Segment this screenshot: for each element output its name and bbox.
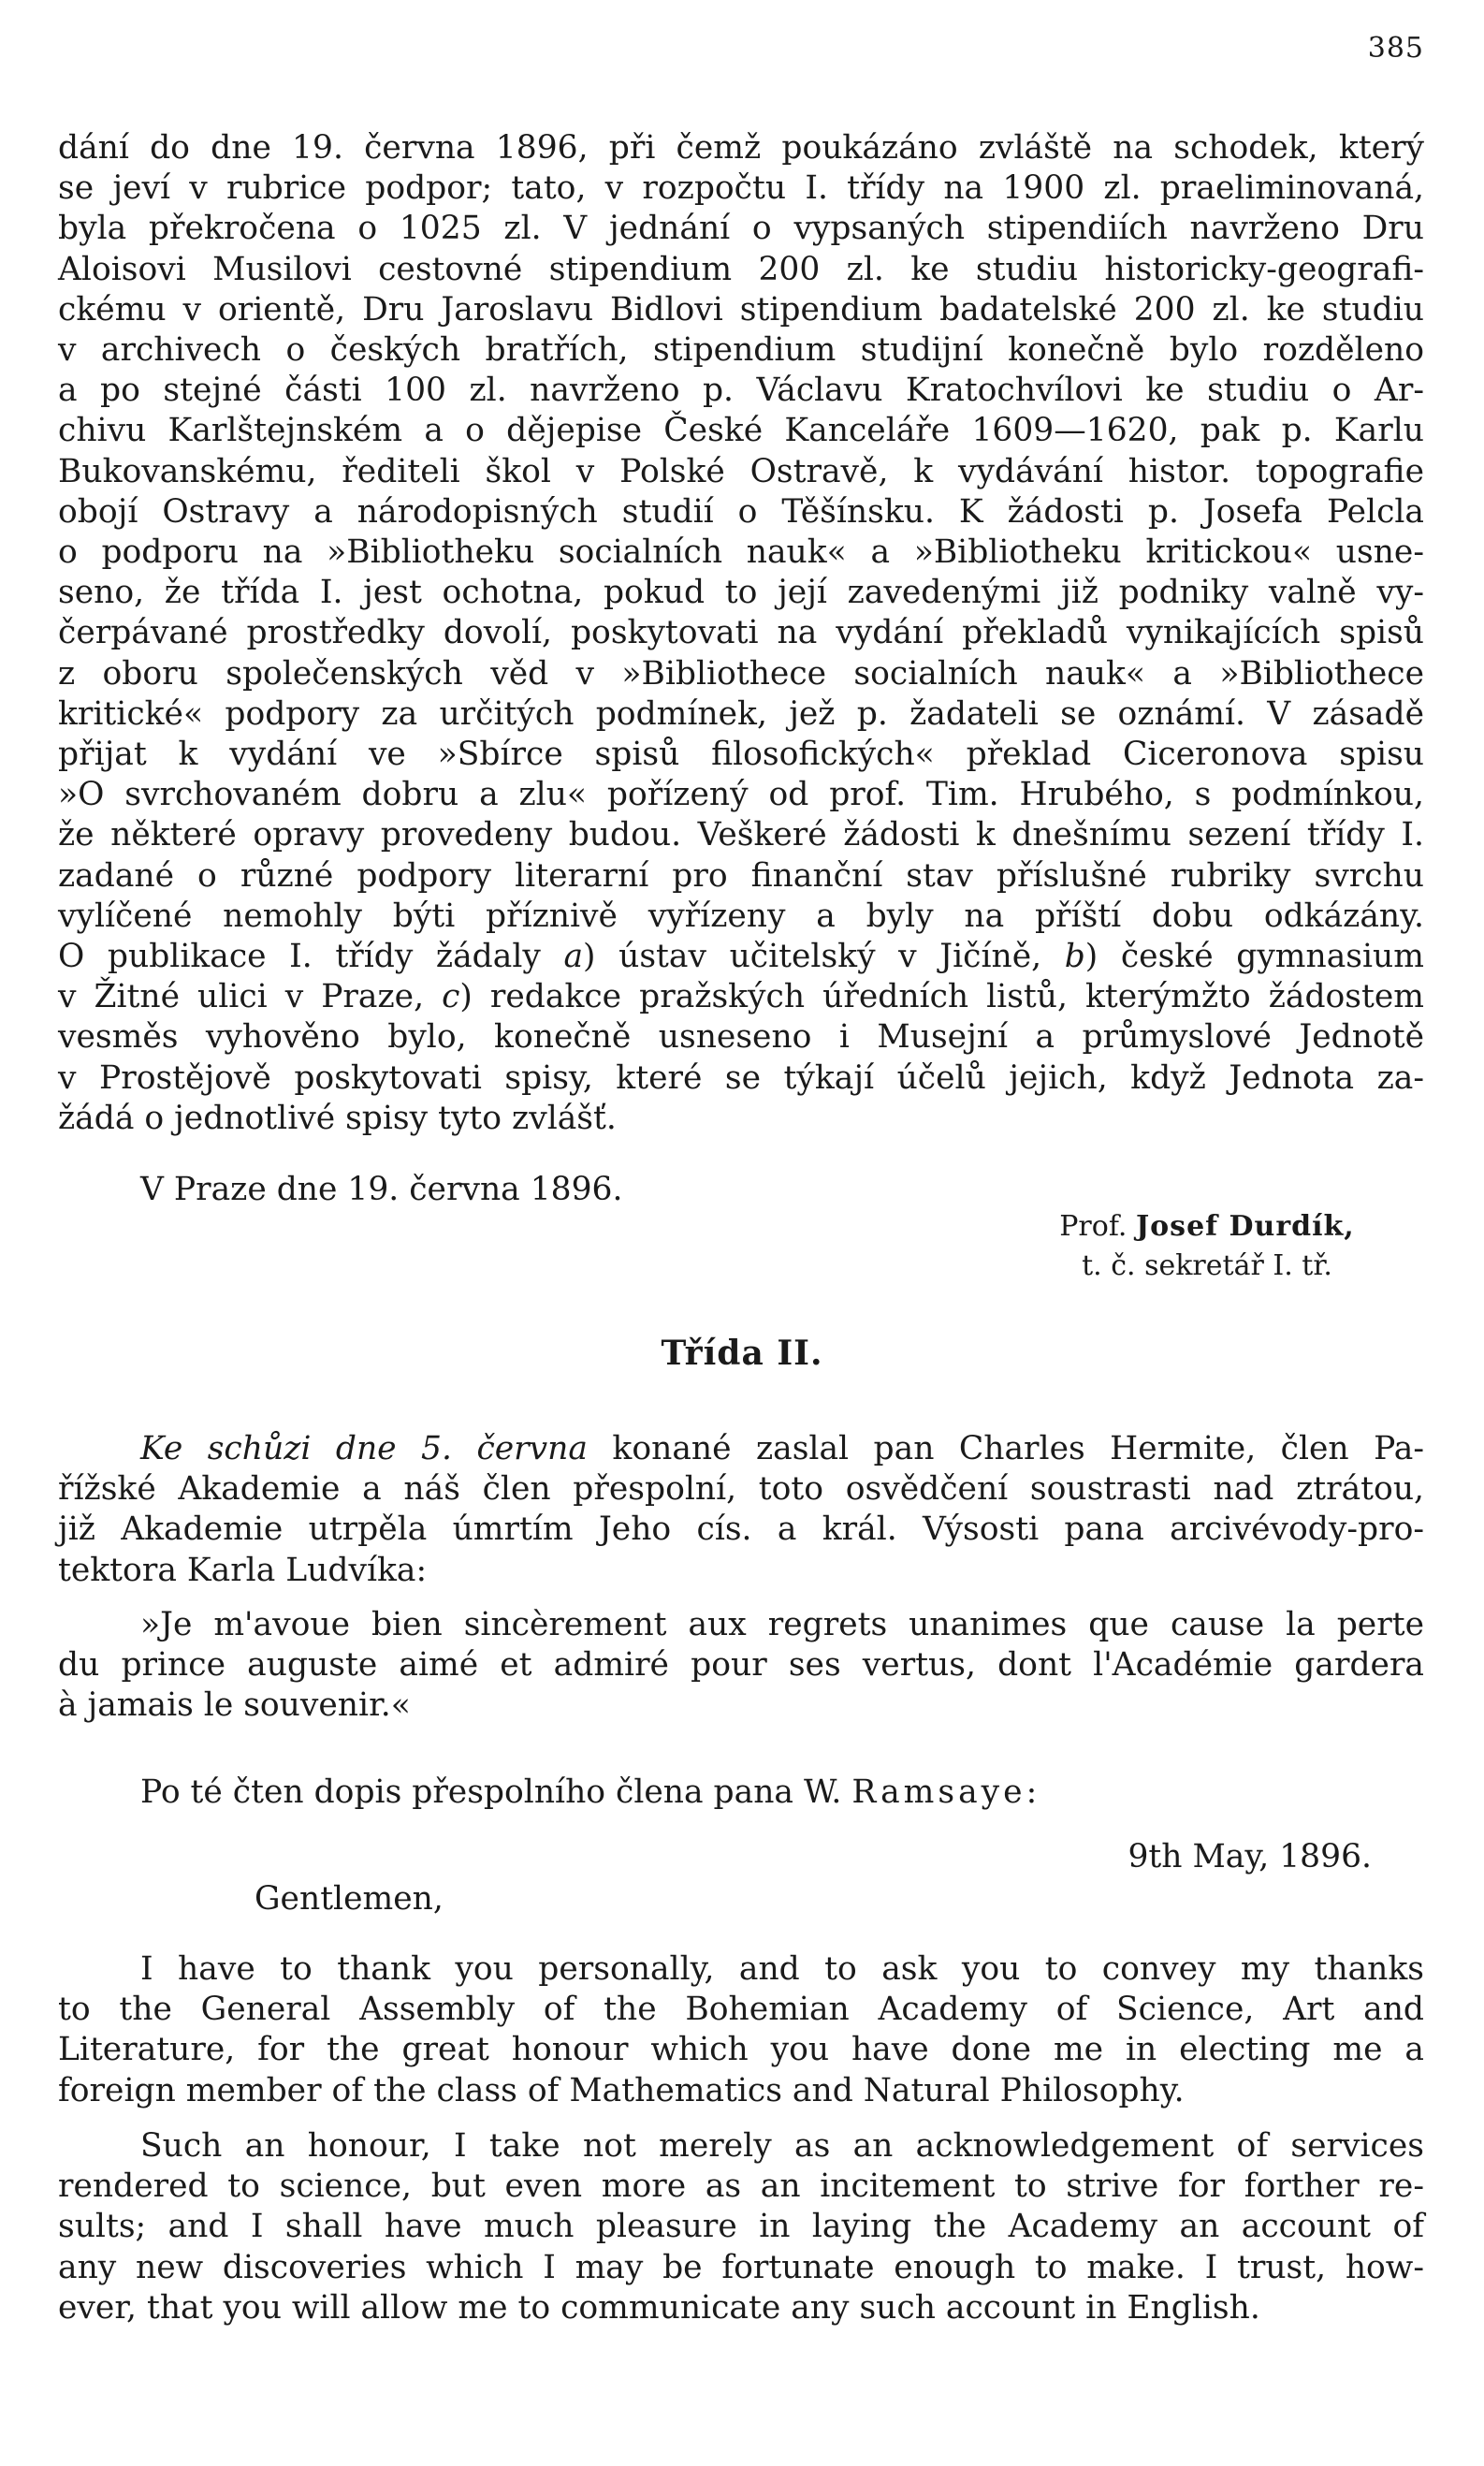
text-segment: ) české gymnasium (1084, 938, 1424, 976)
text-segment: ) ústav učitelský v Jičíně, (583, 938, 1065, 976)
text-line: Such an honour, I take not merely as an acknowledgement of services (140, 2127, 1424, 2165)
text-segment: O publikace I. třídy žádaly (58, 938, 564, 976)
text-segment: Po té čten dopis přespolního člena pana W. (140, 1773, 852, 1811)
text-line: čerpávané prostředky dovolí, poskytovati na vydání překladů vynikajících spisů (58, 614, 1424, 652)
text-line: à jamais le souvenir.« (58, 1686, 411, 1725)
text-line: »O svrchovaném dobru a zlu« pořízený od prof. Tim. Hrubého, s podmínkou, (58, 776, 1424, 814)
text-line: seno, že třída I. jest ochotna, pokud to její zavedenými již podniky valně vy- (58, 574, 1424, 612)
text-line: žádá o jednotlivé spisy tyto zvlášť. (58, 1099, 617, 1137)
text-line (58, 977, 1424, 1017)
text-line: Literature, for the great honour which you have done me in electing me a (58, 2031, 1424, 2069)
signature-name-line (1020, 1207, 1394, 1247)
text-line: Aloisovi Musilovi cestovné stipendium 200 zl. ke studiu historicky-geografi- (58, 250, 1424, 288)
page-number: 385 (1367, 32, 1424, 65)
signature (1020, 1207, 1394, 1286)
text-segment: : (1026, 1773, 1038, 1811)
text-line: již Akademie utrpěla úmrtím Jeho cís. a král. Výsosti pana arcivévody-pro- (58, 1510, 1424, 1549)
text-segment: konané zaslal pan Charles Hermite, člen Pa- (587, 1430, 1424, 1467)
section2-intro (58, 1429, 1424, 1591)
text-line: foreign member of the class of Mathematics and Natural Philosophy. (58, 2071, 1185, 2109)
list-marker: b (1064, 938, 1085, 976)
signature-title: t. č. sekretář I. tř. (1082, 1249, 1332, 1282)
text-line: a po stejné části 100 zl. navrženo p. Václavu Kratochvílovi ke studiu o Ar- (58, 372, 1424, 410)
place-date: V Praze dne 19. června 1896. (140, 1171, 623, 1208)
french-quote (58, 1605, 1424, 1727)
list-marker: c (442, 978, 460, 1016)
text-segment: v Žitné ulici v Praze, (58, 978, 443, 1016)
text-line (58, 937, 1424, 977)
text-line: to the General Assembly of the Bohemian Academy of Science, Art and (58, 1991, 1424, 2029)
letter-date: 9th May, 1896. (1128, 1838, 1372, 1875)
text-line: any new discoveries which I may be fortunate enough to make. I trust, how- (58, 2248, 1424, 2286)
text-line: ckému v orientě, Dru Jaroslavu Bidlovi stipendium badatelské 200 zl. ke studiu (58, 290, 1424, 328)
signature-prefix: Prof. (1059, 1210, 1128, 1243)
text-line: vylíčené nemohly býti příznivě vyřízeny a byly na příští dobu odkázány. (58, 897, 1424, 935)
text-line (58, 1429, 1424, 1469)
text-line: ever, that you will allow me to communicate any such account in English. (58, 2288, 1260, 2327)
ramsay-intro (58, 1773, 1424, 1813)
text-line: dání do dne 19. června 1896, při čemž poukázáno zvláště na schodek, který (58, 129, 1424, 167)
letter-paragraph-2 (58, 2126, 1424, 2328)
text-line: Bukovanskému, řediteli škol v Polské Ostravě, k vydávání histor. topografie (58, 452, 1424, 490)
text-line: řížské Akademie a náš člen přespolní, toto osvědčení soustrasti nad ztrátou, (58, 1470, 1424, 1509)
text-line: o podporu na »Bibliotheku socialních nauk« a »Bibliotheku kritickou« usne- (58, 533, 1424, 572)
text-line: tektora Karla Ludvíka: (58, 1551, 428, 1589)
intro-italic: Ke schůzi dne 5. června (140, 1430, 588, 1467)
list-marker: a (563, 938, 584, 976)
section-heading: Třída II. (661, 1334, 823, 1373)
text-line: v archivech o českých bratřích, stipendium studijní konečně bylo rozděleno (58, 331, 1424, 370)
text-line: zadané o různé podpory literarní pro finanční stav příslušné rubriky svrchu (58, 856, 1424, 895)
ramsay-name: Ramsaye (851, 1773, 1026, 1811)
signature-name: Josef Durdík, (1135, 1210, 1355, 1243)
text-line: obojí Ostravy a národopisných studií o Těšínsku. K žádosti p. Josefa Pelcla (58, 492, 1424, 531)
text-line: že některé opravy provedeny budou. Veškeré žádosti k dnešnímu sezení třídy I. (58, 816, 1424, 854)
text-line: sults; and I shall have much pleasure in laying the Academy an account of (58, 2208, 1424, 2246)
salutation: Gentlemen, (255, 1880, 444, 1918)
text-line: z oboru společenských věd v »Bibliothece socialních nauk« a »Bibliothece (58, 654, 1424, 693)
text-segment: ) redakce pražských úředních listů, kterýmžto žádostem (459, 978, 1424, 1016)
text-line: du prince auguste aimé et admiré pour ses vertus, dont l'Académie gardera (58, 1646, 1424, 1685)
text-line: rendered to science, but even more as an incitement to strive for forther re- (58, 2167, 1424, 2206)
text-line: I have to thank you personally, and to ask you to convey my thanks (140, 1950, 1424, 1988)
text-line: »Je m'avoue bien sincèrement aux regrets unanimes que cause la perte (140, 1606, 1424, 1643)
text-line: vesměs vyhověno bylo, konečně usneseno i Musejní a průmyslové Jednotě (58, 1018, 1424, 1057)
text-line: se jeví v rubrice podpor; tato, v rozpočtu I. třídy na 1900 zl. praeliminovaná, (58, 169, 1424, 208)
text-line: chivu Karlštejnském a o dějepise České Kanceláře 1609—1620, pak p. Karlu (58, 412, 1424, 450)
text-line: kritické« podpory za určitých podmínek, jež p. žadateli se oznámí. V zásadě (58, 694, 1424, 733)
letter-paragraph-1 (58, 1949, 1424, 2111)
text-line: v Prostějově poskytovati spisy, které se týkají účelů jejich, když Jednota za- (58, 1058, 1424, 1097)
text-line: byla překročena o 1025 zl. V jednání o vypsaných stipendiích navrženo Dru (58, 210, 1424, 248)
text-line: přijat k vydání ve »Sbírce spisů filosofických« překlad Ciceronova spisu (58, 736, 1424, 774)
section1-paragraph (58, 128, 1424, 1139)
